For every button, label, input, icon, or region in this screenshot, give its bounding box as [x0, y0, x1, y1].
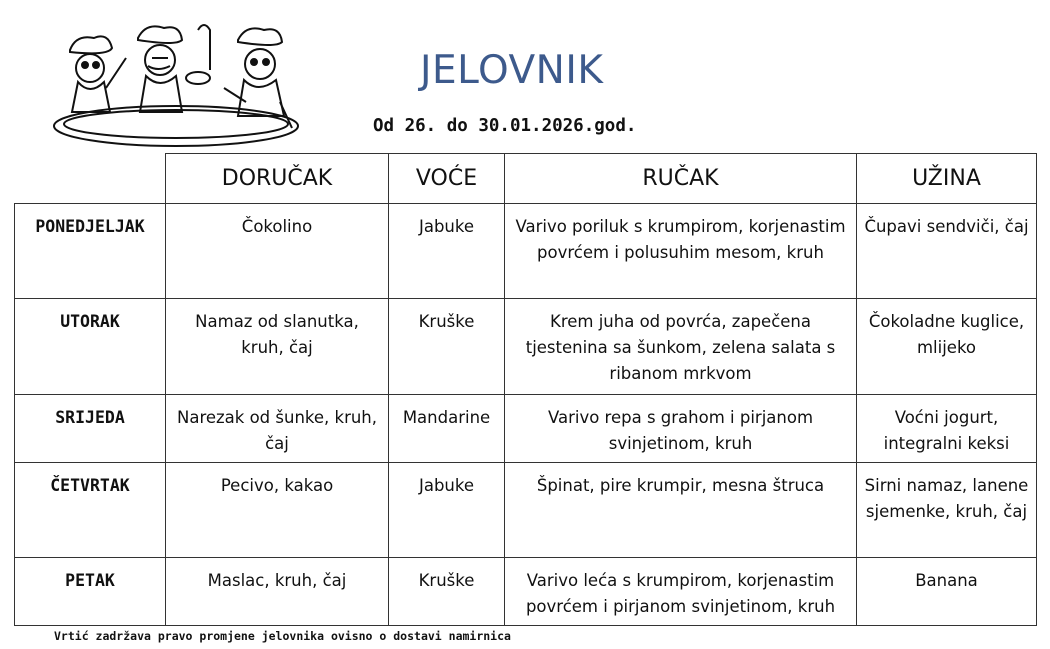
day-cell: UTORAK	[15, 299, 166, 395]
rucak-cell: Krem juha od povrća, zapečena tjestenina sa šunkom, zelena salata s ribanom mrkvom	[505, 299, 857, 395]
date-range: Od 26. do 30.01.2026.god.	[373, 116, 637, 136]
table-row	[15, 299, 1037, 395]
day-cell: PETAK	[15, 558, 166, 626]
chefs-illustration	[48, 18, 308, 150]
column-header-uzina: UŽINA	[857, 154, 1037, 204]
corner-cell	[15, 154, 166, 204]
menu-table	[14, 153, 1037, 626]
rucak-cell: Varivo repa s grahom i pirjanom svinjetinom, kruh	[505, 395, 857, 463]
dorucak-cell: Maslac, kruh, čaj	[166, 558, 389, 626]
day-cell: ČETVRTAK	[15, 463, 166, 558]
uzina-cell: Čupavi sendviči, čaj	[857, 204, 1037, 299]
table-row	[15, 558, 1037, 626]
table-row	[15, 395, 1037, 463]
header-row	[15, 154, 1037, 204]
rucak-cell: Špinat, pire krumpir, mesna štruca	[505, 463, 857, 558]
column-header-dorucak: DORUČAK	[166, 154, 389, 204]
voce-cell: Jabuke	[389, 463, 505, 558]
voce-cell: Mandarine	[389, 395, 505, 463]
footer-note: Vrtić zadržava pravo promjene jelovnika ovisno o dostavi namirnica	[54, 629, 511, 643]
uzina-cell: Čokoladne kuglice, mlijeko	[857, 299, 1037, 395]
menu-title: JELOVNIK	[420, 48, 604, 93]
dorucak-cell: Čokolino	[166, 204, 389, 299]
uzina-cell: Voćni jogurt, integralni keksi	[857, 395, 1037, 463]
voce-cell: Kruške	[389, 299, 505, 395]
uzina-cell: Banana	[857, 558, 1037, 626]
dorucak-cell: Narezak od šunke, kruh, čaj	[166, 395, 389, 463]
day-cell: SRIJEDA	[15, 395, 166, 463]
table-row	[15, 204, 1037, 299]
dorucak-cell: Namaz od slanutka, kruh, čaj	[166, 299, 389, 395]
table-row	[15, 463, 1037, 558]
day-cell: PONEDJELJAK	[15, 204, 166, 299]
voce-cell: Kruške	[389, 558, 505, 626]
rucak-cell: Varivo leća s krumpirom, korjenastim povrćem i pirjanom svinjetinom, kruh	[505, 558, 857, 626]
rucak-cell: Varivo poriluk s krumpirom, korjenastim povrćem i polusuhim mesom, kruh	[505, 204, 857, 299]
voce-cell: Jabuke	[389, 204, 505, 299]
dorucak-cell: Pecivo, kakao	[166, 463, 389, 558]
column-header-voce: VOĆE	[389, 154, 505, 204]
column-header-rucak: RUČAK	[505, 154, 857, 204]
uzina-cell: Sirni namaz, lanene sjemenke, kruh, čaj	[857, 463, 1037, 558]
